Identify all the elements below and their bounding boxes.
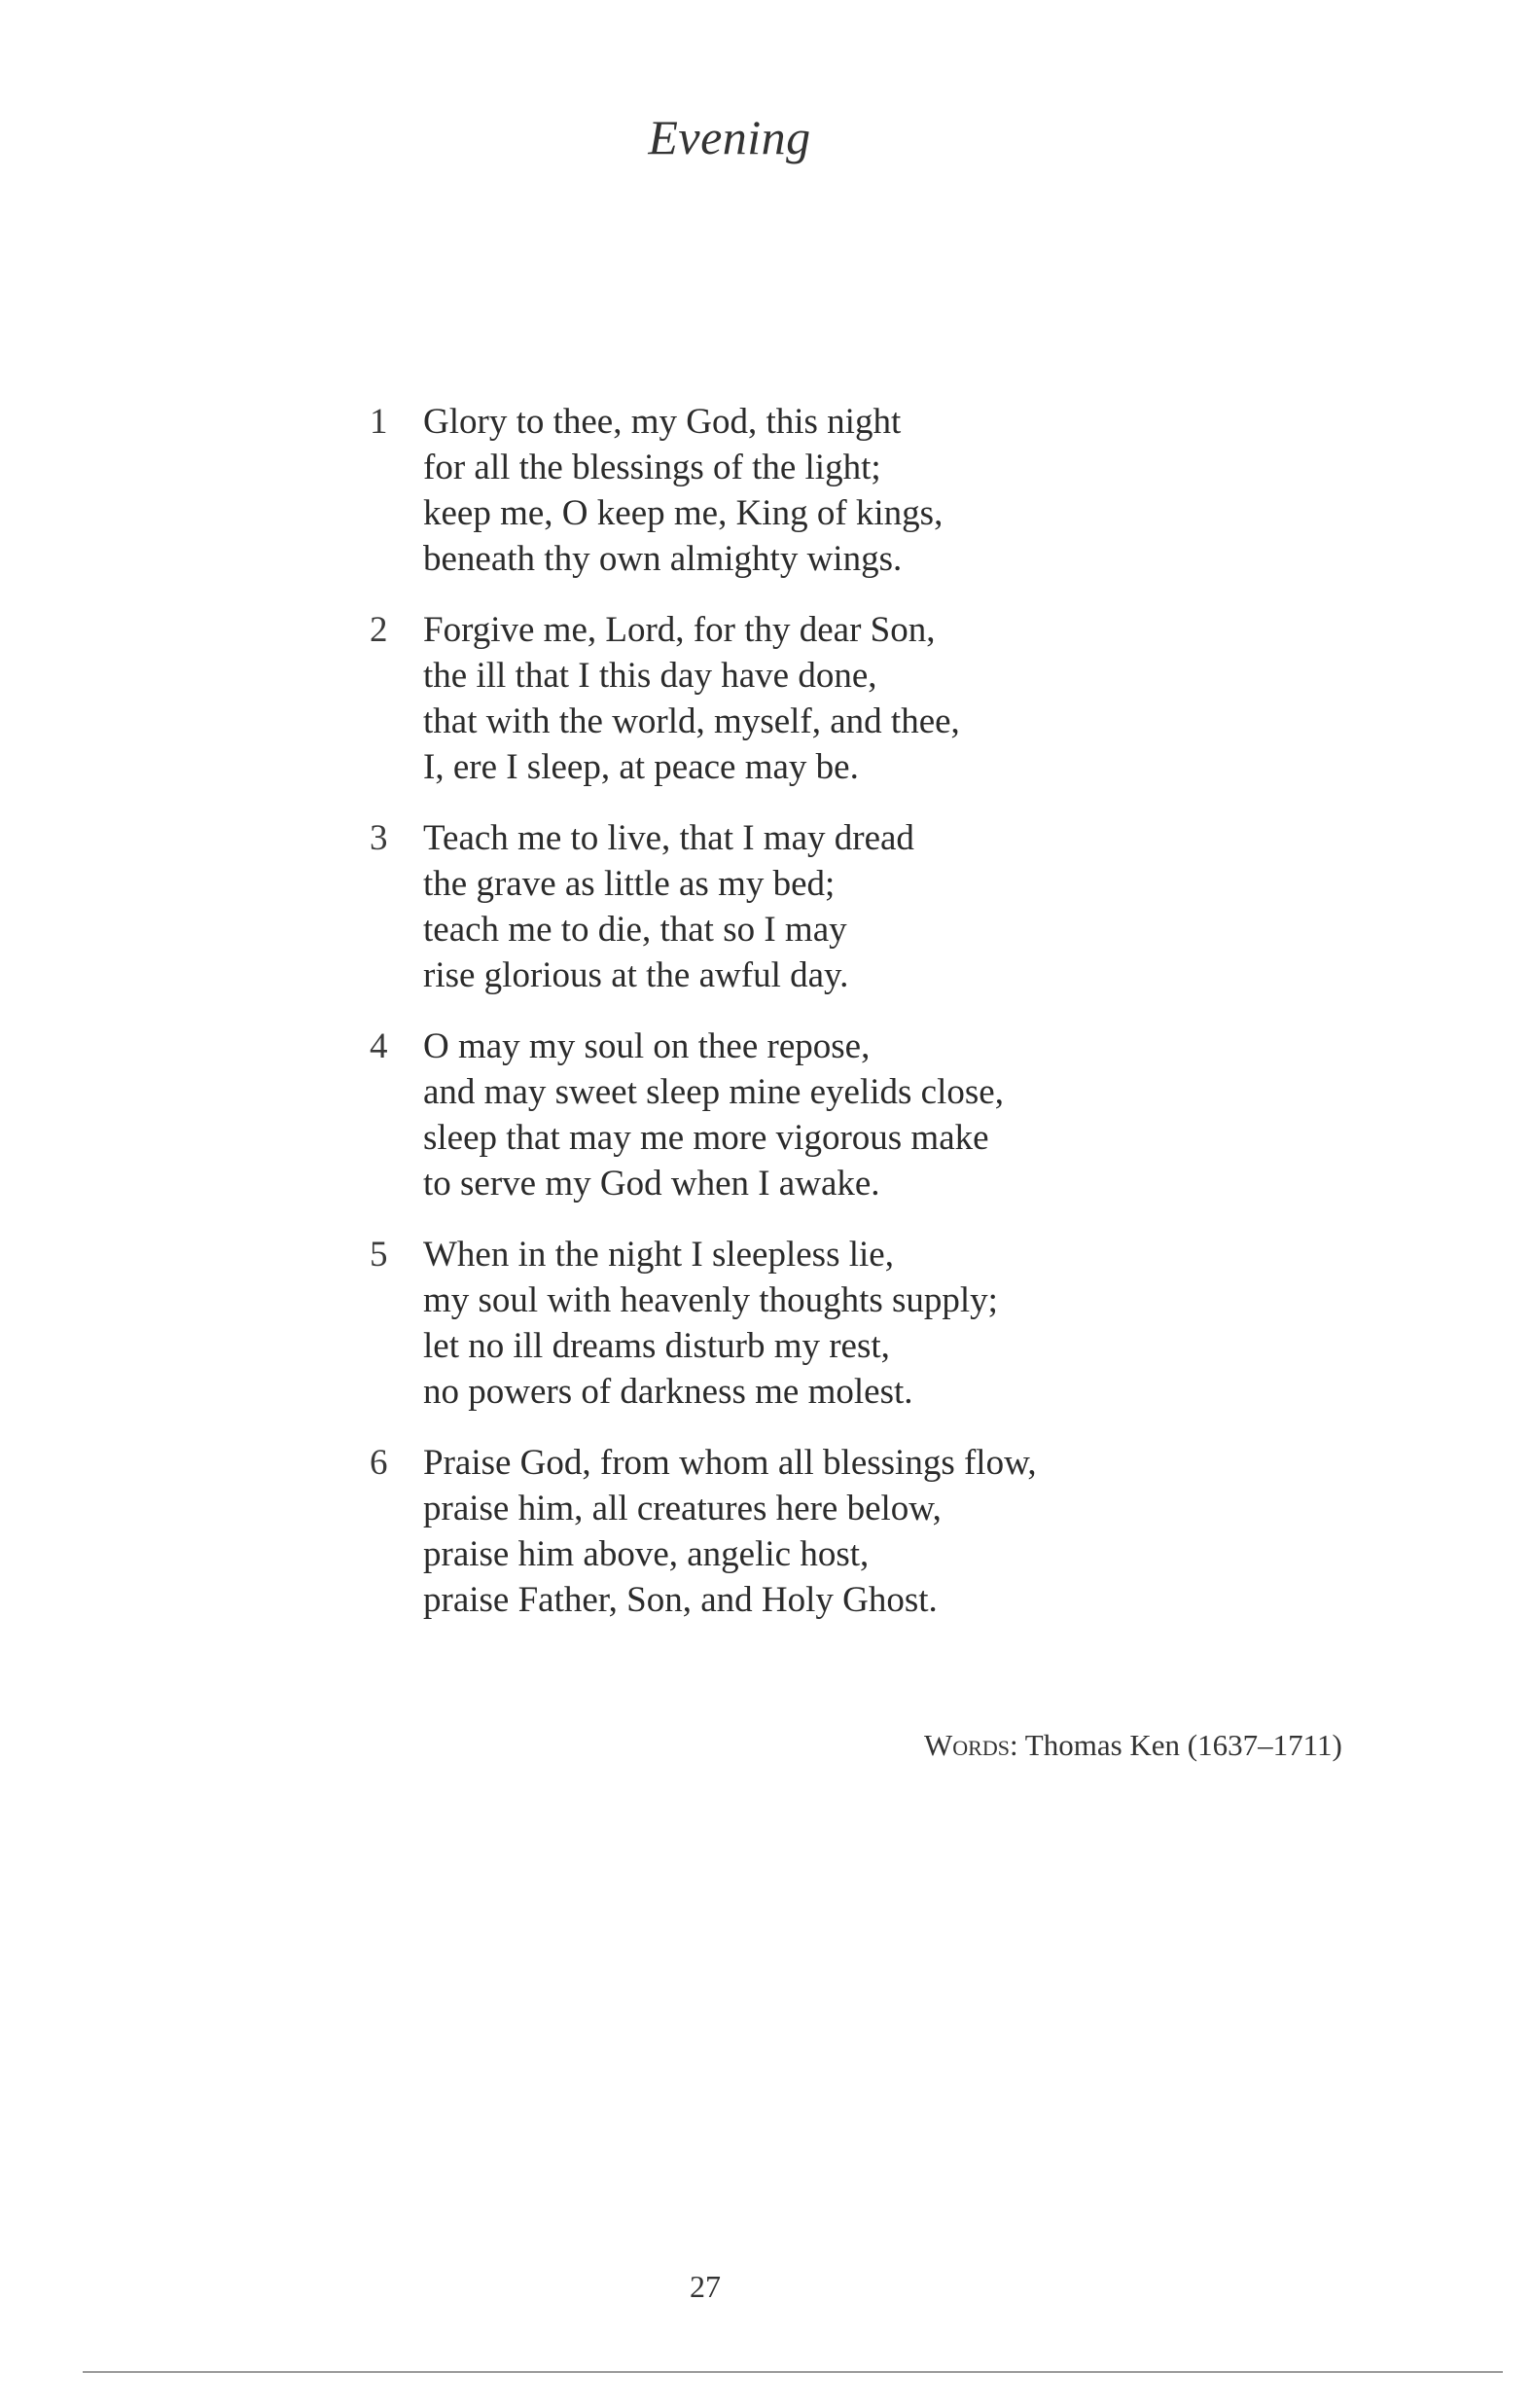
verse-line: that with the world, myself, and thee, <box>423 701 960 741</box>
verse-3 <box>370 815 1148 998</box>
verse-line: no powers of darkness me molest. <box>423 1372 913 1412</box>
verse-line: beneath thy own almighty wings. <box>423 539 903 579</box>
verse-line: the ill that I this day have done, <box>423 656 877 696</box>
verse-line: for all the blessings of the light; <box>423 448 881 487</box>
verse-line: O may my soul on thee repose, <box>423 1026 871 1066</box>
attribution-author: Thomas Ken (1637–1711) <box>1024 1728 1342 1762</box>
verse-2 <box>370 607 1148 790</box>
verse-number: 6 <box>370 1443 388 1483</box>
verse-line: Praise God, from whom all blessings flow, <box>423 1443 1037 1483</box>
attribution-label: Words: <box>924 1728 1018 1762</box>
verse-line: keep me, O keep me, King of kings, <box>423 493 944 533</box>
verse-line: Glory to thee, my God, this night <box>423 402 902 442</box>
verse-line: Forgive me, Lord, for thy dear Son, <box>423 610 936 650</box>
verse-number: 5 <box>370 1235 388 1275</box>
verse-line: I, ere I sleep, at peace may be. <box>423 747 859 787</box>
verse-6 <box>370 1440 1148 1623</box>
verse-line: praise him, all creatures here below, <box>423 1489 942 1528</box>
verse-line: When in the night I sleepless lie, <box>423 1235 894 1275</box>
verse-1 <box>370 399 1148 582</box>
verse-number: 3 <box>370 818 388 858</box>
verse-number: 1 <box>370 402 388 442</box>
verse-4 <box>370 1024 1148 1206</box>
verse-5 <box>370 1232 1148 1415</box>
attribution <box>924 1728 1342 1763</box>
verse-line: the grave as little as my bed; <box>423 864 836 904</box>
page-title: Evening <box>648 110 811 164</box>
hymn-text <box>370 399 1148 1648</box>
verse-line: let no ill dreams disturb my rest, <box>423 1326 890 1366</box>
verse-number: 2 <box>370 610 388 650</box>
verse-number: 4 <box>370 1026 388 1066</box>
verse-line: praise him above, angelic host, <box>423 1534 870 1574</box>
verse-line: Teach me to live, that I may dread <box>423 818 914 858</box>
verse-line: teach me to die, that so I may <box>423 910 847 950</box>
footer-rule <box>83 2371 1503 2373</box>
verse-line: to serve my God when I awake. <box>423 1164 880 1204</box>
page-number: 27 <box>690 2269 721 2304</box>
verse-line: rise glorious at the awful day. <box>423 955 849 995</box>
verse-line: praise Father, Son, and Holy Ghost. <box>423 1580 938 1620</box>
verse-line: sleep that may me more vigorous make <box>423 1118 989 1158</box>
verse-line: my soul with heavenly thoughts supply; <box>423 1280 998 1320</box>
verse-line: and may sweet sleep mine eyelids close, <box>423 1072 1004 1112</box>
